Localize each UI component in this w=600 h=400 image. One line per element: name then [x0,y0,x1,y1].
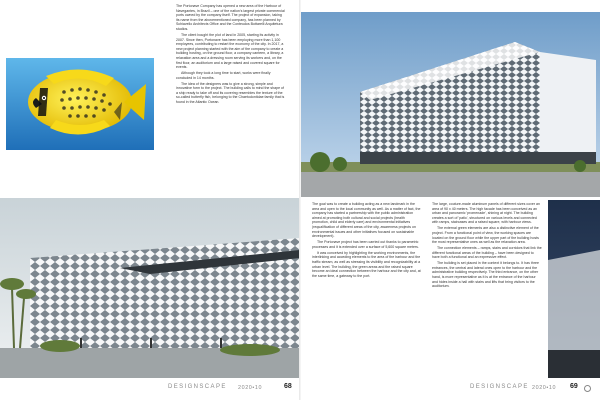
paragraph: It was conceived by highlighting the working environments, the interlinking and acceding elements to the area of the harbour and the traffic stream, as well as stressing its visibility and recognizability at a urban level. The building, the green areas and the raised square become an ideal connection between the harbour and the city and, at the same time, a gateway to the port. [312,250,421,278]
right-footer-brand: DESIGNSCAPE [470,384,529,390]
building-photo-render-bottom [0,198,300,378]
paragraph: The client bought the plot of land in 2005, starting its activity in 2007. Since then, Portonave has been employing more than 1,100 employees, contributing to restart the economy of the city. In 2017, a new project planning started with the aim of the company to create a building hosting, on the ground floor, a company canteen, a library, a relaxation area and a dressing room serving its workers and, on the first floor, an auditorium and a large raised and covered square for events. [176,32,284,70]
paragraph: The large, couture-made aluminum panels of different sizes cover an area of 90 x 40 meters. The high facade has been conceived as an urban and panoramic 'promenade', shining at night. The building creates a sort of 'patio', structured on various levels and connected with ramps, staircases and a raised square, with harbour views. [432,202,540,225]
butterfly-fish-photo [6,58,154,150]
paragraph: The building is set placed in the context it belongs to. It has three entrances, the central and lateral ones open to the harbour and the administrative building respectively. The third entrance, on the other hand, is more representative as it is at the entrance of the harbour and hides inside a hall with stairs and lifts that bring visitors to the auditorium. [432,261,539,289]
portonave-building-daylight-image [300,12,600,197]
right-footer-issue: 2020•10 [532,385,557,391]
left-page-text-column [176,4,286,106]
building-photo-night [548,200,600,378]
paragraph: The idea of the designers was to give a strong, simple and innovative form to the project. The building calls to mind the shape of a ship ready to take off and its covering resembles the texture of the so-called butterfly fish, belonging to the Chaetodontidae family that is found in the Atlantic Ocean. [176,81,285,105]
portonave-building-render-image [0,198,300,378]
butterfly-fish-image [6,58,154,150]
left-footer-brand: DESIGNSCAPE [168,384,227,390]
left-footer-page-number: 68 [284,383,292,390]
paragraph: The external green elements are also a distinctive element of the project. From a functional point of view, the working spaces are located on the ground floor while the upper part of the building hosts the most representative ones as well as the relaxation area. [432,226,539,245]
building-photo-exterior-top [300,12,600,197]
paragraph: The goal was to create a building acting as a new landmark in the area and open to the local community as well. As a matter of fact, the company has started a partnership with the public administration aimed at promoting both cultural and social projects (health promotion, child and elderly care) and environmental initiatives (requalification of different areas of the city, awareness projects on environmental issues and other initiatives focused on sustainable development). [312,202,421,239]
registration-mark-icon [584,385,591,392]
right-page-text-column-right [432,202,542,290]
paragraph: The Portonave project has been carried out thanks to parametric processes and it is extended over a surface of 5,600 square meters. [312,240,419,249]
paragraph: Although they took a long time to start, works were finally concluded in 14 months. [176,71,271,80]
right-footer-page-number: 69 [570,383,578,390]
page-gutter [299,0,301,400]
paragraph: The Portonave Company has opened a new area of the Harbour of Navegantes, in Brazil – one of the nation's largest private commercial ports owned by the company itself. The project of expansion, taking its name from the abovementioned company, has been planned by Schiavello Architects Office and the Conteudos Bottarelli Arquitetura studios. [176,4,285,31]
paragraph: The connection elements – ramps, stairs and corridors that link the different functional areas of the building – have been designed to have both a functional and an expressive effect. [432,246,542,260]
portonave-building-night-image [548,200,600,378]
left-footer-issue: 2020•10 [238,385,263,391]
right-page-text-column-middle [312,202,422,280]
